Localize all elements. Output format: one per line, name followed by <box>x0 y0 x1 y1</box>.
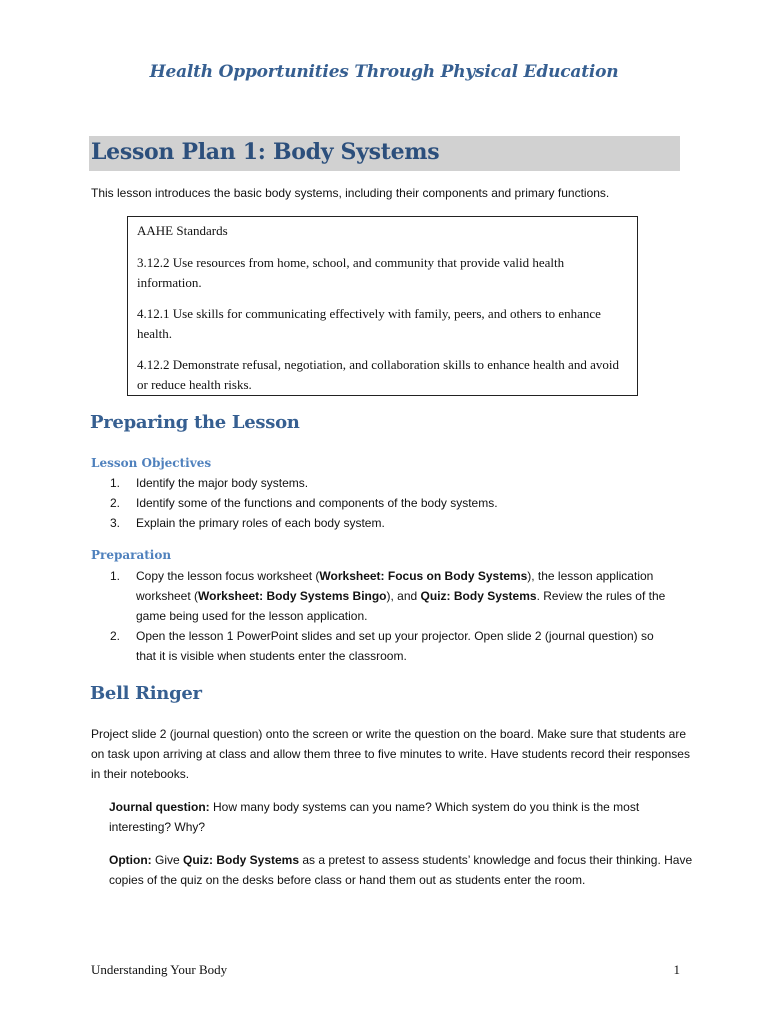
list-item <box>110 626 676 666</box>
running-header-title: Health Opportunities Through Physical Education <box>149 62 619 82</box>
list-item-text: Open the lesson 1 PowerPoint slides and set up your projector. Open slide 2 (journal question) so that it is visible when students enter the classroom. <box>136 629 654 663</box>
list-item <box>110 513 670 533</box>
bell-ringer-body: Project slide 2 (journal question) onto the screen or write the question on the board. Make sure that students are on task upon arriving at class and allow them three to five minutes to write. Have students record their responses in their notebooks. <box>91 727 690 781</box>
list-number: 1. <box>110 476 121 490</box>
list-item-text: Identify some of the functions and components of the body systems. <box>136 496 498 510</box>
list-item <box>110 566 676 626</box>
standards-heading: AAHE Standards <box>137 223 228 238</box>
standard-item: 4.12.2 Demonstrate refusal, negotiation, and collaboration skills to enhance health and avoid or reduce health risks. <box>137 357 619 392</box>
list-number: 2. <box>110 629 121 643</box>
list-item <box>110 473 670 493</box>
standard-item: 3.12.2 Use resources from home, school, and community that provide valid health information. <box>137 255 565 290</box>
lesson-intro: This lesson introduces the basic body systems, including their components and primary functions. <box>91 186 610 200</box>
journal-text: How many body systems can you name? Which system do you think is the most interesting? Why? <box>109 800 640 834</box>
option-note: Option: Give Quiz: Body Systems as a pretest to assess students’ knowledge and focus their thinking. Have copies of the quiz on the desks before class or hand them out as students enter the room. <box>109 853 693 887</box>
option-label: Option: <box>109 853 152 867</box>
standards-box <box>127 216 638 396</box>
worksheet-name: Worksheet: Focus on Body Systems <box>319 569 528 583</box>
lesson-title: Lesson Plan 1: Body Systems <box>91 139 440 165</box>
quiz-name: Quiz: Body Systems <box>420 589 537 603</box>
footer-book-title: Understanding Your Body <box>91 962 228 977</box>
list-item-text: Explain the primary roles of each body system. <box>136 516 385 530</box>
standard-item: 4.12.1 Use skills for communicating effectively with family, peers, and others to enhance health. <box>137 306 601 341</box>
list-number: 1. <box>110 569 121 583</box>
list-number: 3. <box>110 516 121 530</box>
preparation-heading: Preparation <box>91 548 172 562</box>
lesson-title-bar <box>89 136 680 171</box>
preparation-list <box>110 566 676 666</box>
list-item-text: Copy the lesson focus worksheet (Worksheet: Focus on Body Systems), the lesson application worksheet (Worksheet: Body Systems Bingo), and Quiz: Body Systems. Review the rules of the game being used for the lesson application. <box>136 569 666 623</box>
list-item <box>110 493 670 513</box>
preparing-heading: Preparing the Lesson <box>90 412 300 433</box>
objectives-heading: Lesson Objectives <box>91 456 212 470</box>
quiz-name: Quiz: Body Systems <box>183 853 300 867</box>
journal-question <box>109 797 699 837</box>
page-number: 1 <box>673 962 680 977</box>
list-item-text: Identify the major body systems. <box>136 476 309 490</box>
journal-label: Journal question: <box>109 800 210 814</box>
worksheet-name: Worksheet: Body Systems Bingo <box>198 589 387 603</box>
list-number: 2. <box>110 496 121 510</box>
bell-ringer-heading: Bell Ringer <box>90 683 202 704</box>
objectives-list <box>110 473 670 533</box>
